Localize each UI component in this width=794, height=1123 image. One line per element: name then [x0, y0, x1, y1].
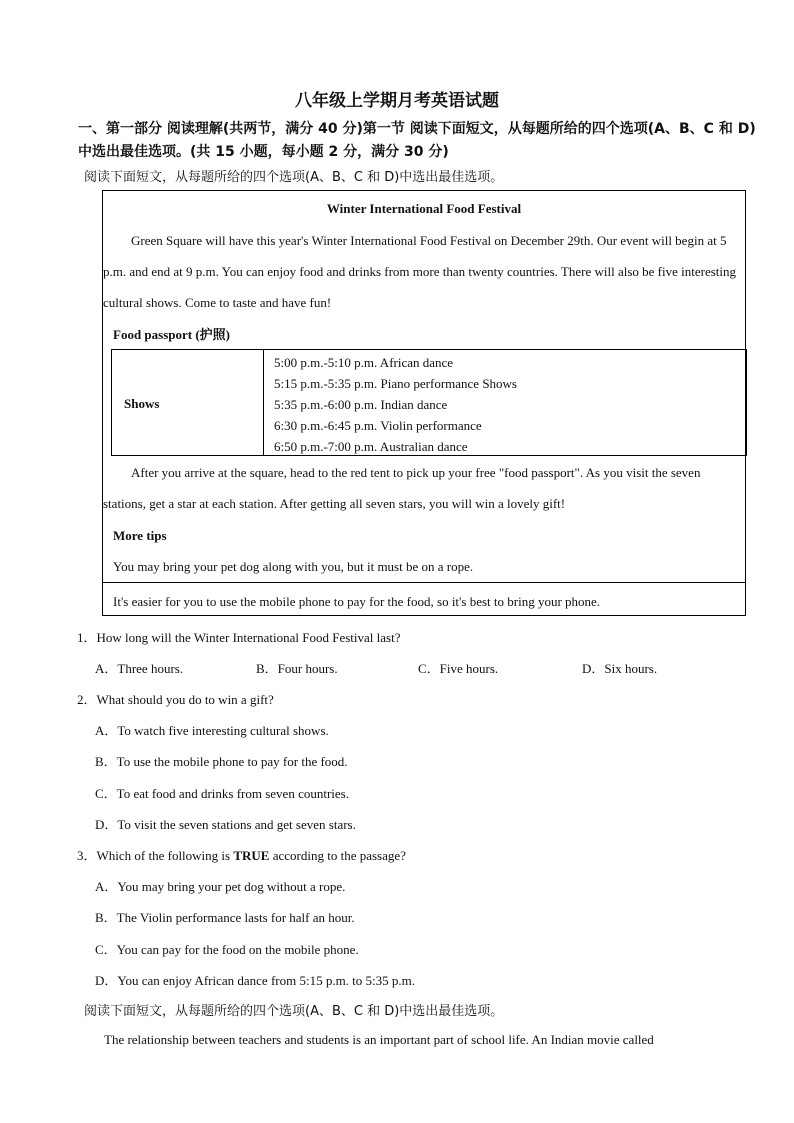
- more-tips-label: More tips: [113, 528, 167, 543]
- passage-box: [102, 190, 746, 616]
- q1-option-b[interactable]: B．Four hours.: [256, 661, 338, 676]
- shows-table: [111, 349, 747, 456]
- show-item: 5:35 p.m.-6:00 p.m. Indian dance: [274, 397, 448, 412]
- question-3: [77, 845, 406, 864]
- reading-instruction-2: 阅读下面短文，从每题所给的四个选项(A、B、C 和 D)中选出最佳选项。: [84, 1004, 504, 1019]
- q1-option-c[interactable]: C．Five hours.: [418, 661, 499, 676]
- passage-2-start: The relationship between teachers and students is an important part of school life. An Indian movie called: [104, 1032, 654, 1047]
- tip-pet-dog: You may bring your pet dog along with you, but it must be on a rope.: [113, 559, 474, 574]
- show-item: 6:50 p.m.-7:00 p.m. Australian dance: [274, 439, 468, 454]
- show-item: 5:15 p.m.-5:35 p.m. Piano performance Shows: [274, 376, 517, 391]
- q3-stem-emphasis: TRUE: [233, 848, 270, 863]
- reading-instruction: 阅读下面短文，从每题所给的四个选项(A、B、C 和 D)中选出最佳选项。: [84, 170, 504, 185]
- shows-list: [274, 352, 517, 457]
- q1-option-d[interactable]: D．Six hours.: [582, 661, 658, 676]
- q3-stem-end: according to the passage?: [269, 848, 406, 863]
- question-2: 2．What should you do to win a gift?: [77, 692, 274, 707]
- q3-option-a[interactable]: A．You may bring your pet dog without a rope.: [95, 879, 346, 894]
- q1-option-a[interactable]: A．Three hours.: [95, 661, 184, 676]
- section-heading: 一、第一部分 阅读理解(共两节，满分 40 分)第一节 阅读下面短文，从每题所给的四个选项(A、B、C 和 D)中选出最佳选项。(共 15 小题，每小题 2 分，满分 30 分): [78, 121, 756, 160]
- q3-option-b[interactable]: B．The Violin performance lasts for half an hour.: [95, 910, 355, 925]
- q3-option-c[interactable]: C．You can pay for the food on the mobile phone.: [95, 942, 359, 957]
- q2-option-c[interactable]: C．To eat food and drinks from seven countries.: [95, 786, 349, 801]
- q2-option-d[interactable]: D．To visit the seven stations and get seven stars.: [95, 817, 356, 832]
- question-1: 1．How long will the Winter International Food Festival last?: [77, 630, 401, 645]
- show-item: 6:30 p.m.-6:45 p.m. Violin performance: [274, 418, 482, 433]
- passage-intro: Green Square will have this year's Winter International Food Festival on December 29th. Our event will begin at 5 p.m. and end at 9 p.m. You can enjoy food and drinks from more than twenty countries. There will also be five interesting cultural shows. Come to taste and have fun!: [103, 233, 737, 310]
- food-passport-label: Food passport (护照): [113, 327, 231, 342]
- passage-title: Winter International Food Festival: [326, 201, 522, 216]
- shows-label: Shows: [124, 396, 160, 411]
- q3-stem-start: 3．Which of the following is: [77, 848, 234, 863]
- q2-option-a[interactable]: A．To watch five interesting cultural shows.: [95, 723, 329, 738]
- tip-divider: [103, 582, 745, 583]
- q3-option-d[interactable]: D．You can enjoy African dance from 5:15 p.m. to 5:35 p.m.: [95, 973, 416, 988]
- q2-option-b[interactable]: B．To use the mobile phone to pay for the food.: [95, 754, 348, 769]
- page-title: 八年级上学期月考英语试题: [295, 91, 499, 111]
- passage-after-paragraph: After you arrive at the square, head to the red tent to pick up your free "food passport". As you visit the seven stations, get a star at each station. After getting all seven stars, you will win a lovely gift!: [103, 465, 701, 511]
- tip-mobile-phone: It's easier for you to use the mobile phone to pay for the food, so it's best to bring your phone.: [113, 594, 601, 609]
- show-item: 5:00 p.m.-5:10 p.m. African dance: [274, 355, 454, 370]
- table-divider: [263, 350, 264, 455]
